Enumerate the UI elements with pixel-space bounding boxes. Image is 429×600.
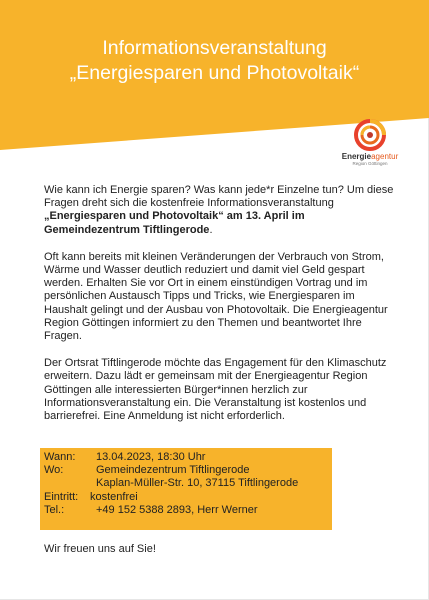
energieagentur-swirl-logo-icon [353,118,387,152]
wo-label: Wo: [44,464,64,477]
event-name: „Energiesparen und Photovoltaik“ [44,210,224,223]
info-row-wann [44,451,332,464]
tel-value: +49 152 5388 2893, Herr Werner [96,503,258,516]
event-info-box [40,448,332,530]
logo-wordmark: Energieagentur [341,152,399,161]
wo-value-address: Kaplan-Müller-Str. 10, 37115 Tiftlingerode [96,477,299,490]
body-text [44,184,396,437]
eintritt-value: kostenfrei [90,490,138,503]
paragraph-intro: Wie kann ich Energie sparen? Was kann jede*r Einzelne tun? Um diese Fragen dreht sich die kostenfreie Informationsveranstaltung „Energiesparen und Photovoltaik“ am 13. April im Gemeindezentrum Tiftlingerode. [44,184,394,236]
closing-line: Wir freuen uns auf Sie! [44,543,156,555]
info-row-address [44,477,332,490]
info-row-tel [44,504,332,517]
info-row-wo [44,464,332,477]
eintritt-label: Eintritt: [44,490,79,503]
paragraph-details: Oft kann bereits mit kleinen Veränderungen der Verbrauch von Strom, Wärme und Wasser deutlich reduziert und damit viel Geld gespart werden. Erhalten Sie vor Ort in einem einstündigen Vortrag und im persönlichen Austausch Tipps und Tricks, wie Energiesparen im Haushalt gelingt und der Ausbau von Photovoltaik. Die Energieagentur Region Göttingen informiert zu den Themen und beantwortet Ihre Fragen. [44,250,388,343]
event-date-place: am 13. April im Gemeindezentrum Tiftlingerode [44,210,305,236]
title-line-2: „Energiesparen und Photovoltaik“ [69,62,360,84]
wo-value-venue: Gemeindezentrum Tiftlingerode [96,464,250,477]
wann-label: Wann: [44,451,76,463]
wann-value: 13.04.2023, 18:30 Uhr [96,451,206,463]
title-line-1: Informationsveranstaltung [102,37,327,59]
paragraph-ortsrat: Der Ortsrat Tiftlingerode möchte das Engagement für den Klimaschutz erweitern. Dazu lädt er gemeinsam mit der Energieagentur Region Göttingen alle interessierten Bürger*innen herzlich zur Informationsveranstaltung ein. Die Veranstaltung ist kostenlos und barrierefrei. Eine Anmeldung ist nicht erforderlich. [44,357,387,423]
logo-subtitle: Region Göttingen [352,161,388,166]
tel-label: Tel.: [44,503,65,516]
page-title [0,36,429,86]
info-row-eintritt [44,491,332,504]
energieagentur-logo [330,118,410,180]
